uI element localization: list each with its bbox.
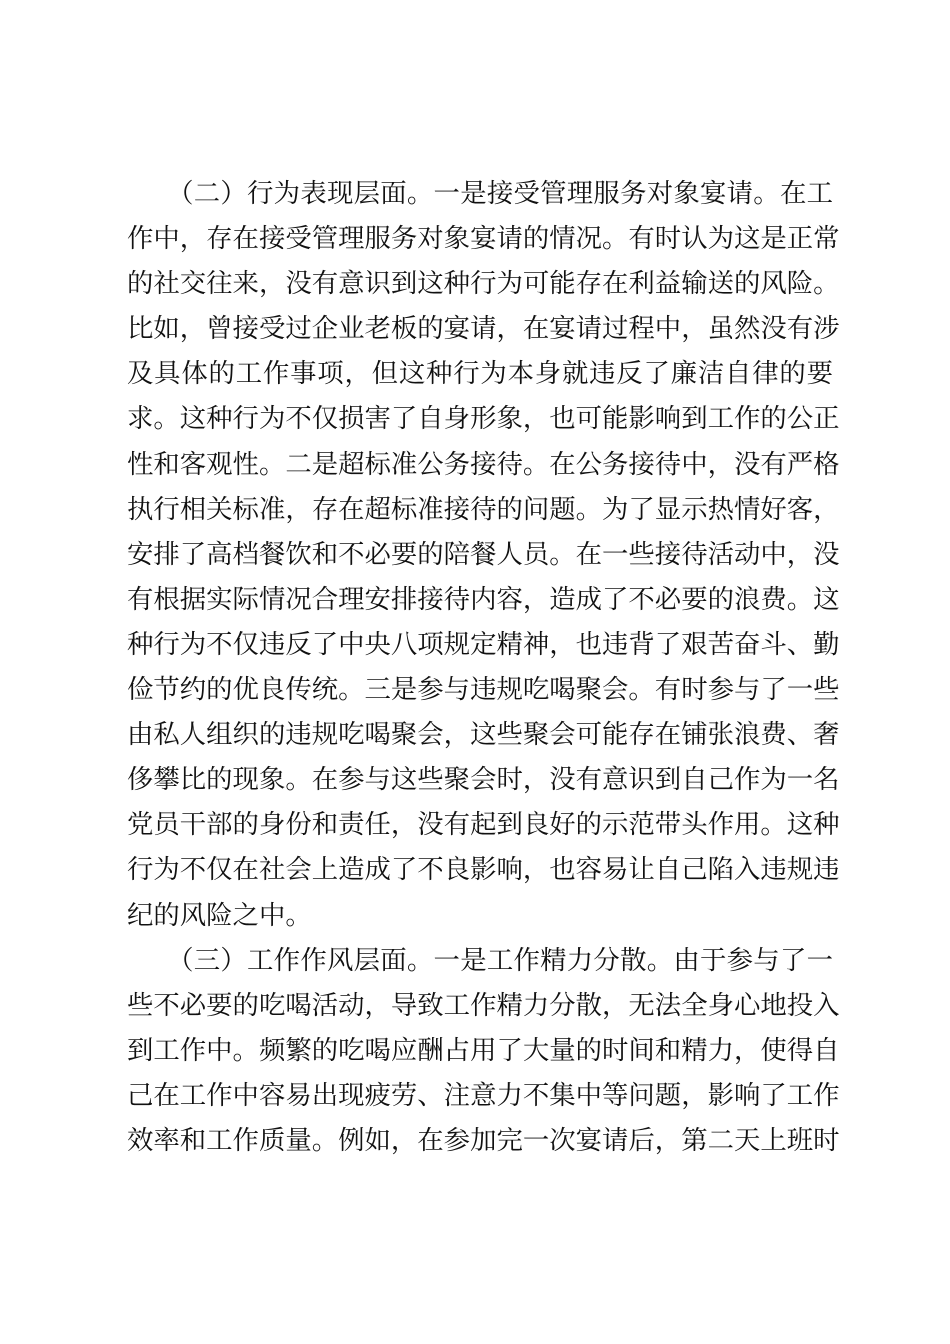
text-line: 己在工作中容易出现疲劳、注意力不集中等问题，影响了工作: [127, 1079, 840, 1111]
text-line: （三）工作作风层面。一是工作精力分散。由于参与了一: [127, 944, 833, 976]
text-line: 行为不仅在社会上造成了不良影响，也容易让自己陷入违规违: [127, 854, 840, 886]
text-line: 俭节约的优良传统。三是参与违规吃喝聚会。有时参与了一些: [127, 674, 840, 706]
text-line: 的社交往来，没有意识到这种行为可能存在利益输送的风险。: [127, 268, 840, 300]
paragraph-behavior: [127, 171, 840, 938]
text-line: 求。这种行为不仅损害了自身形象，也可能影响到工作的公正: [127, 403, 840, 435]
text-line: 侈攀比的现象。在参与这些聚会时，没有意识到自己作为一名: [127, 764, 840, 796]
text-line: 效率和工作质量。例如，在参加完一次宴请后，第二天上班时: [127, 1124, 840, 1156]
text-line: 些不必要的吃喝活动，导致工作精力分散，无法全身心地投入: [127, 989, 840, 1021]
text-line: 种行为不仅违反了中央八项规定精神，也违背了艰苦奋斗、勤: [127, 628, 840, 660]
text-line: 及具体的工作事项，但这种行为本身就违反了廉洁自律的要: [127, 358, 833, 390]
text-line: 由私人组织的违规吃喝聚会，这些聚会可能存在铺张浪费、奢: [127, 719, 840, 751]
text-line: （二）行为表现层面。一是接受管理服务对象宴请。在工: [127, 178, 833, 209]
text-line: 执行相关标准，存在超标准接待的问题。为了显示热情好客，: [127, 493, 840, 525]
document-body: [127, 171, 840, 1163]
text-line: 性和客观性。二是超标准公务接待。在公务接待中，没有严格: [127, 448, 840, 480]
text-line: 有根据实际情况合理安排接待内容，造成了不必要的浪费。这: [127, 583, 840, 615]
paragraph-work-style: [127, 938, 840, 1163]
text-line: 到工作中。频繁的吃喝应酬占用了大量的时间和精力，使得自: [127, 1034, 840, 1066]
text-line: 纪的风险之中。: [127, 899, 312, 931]
text-line: 比如，曾接受过企业老板的宴请，在宴请过程中，虽然没有涉: [127, 313, 840, 345]
text-line: 安排了高档餐饮和不必要的陪餐人员。在一些接待活动中，没: [127, 538, 840, 570]
text-line: 作中，存在接受管理服务对象宴请的情况。有时认为这是正常: [127, 223, 840, 255]
text-line: 党员干部的身份和责任，没有起到良好的示范带头作用。这种: [127, 809, 840, 841]
